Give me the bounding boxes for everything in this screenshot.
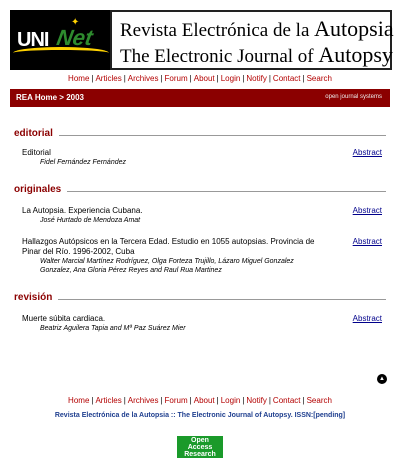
nav-contact[interactable]: Contact <box>272 396 301 405</box>
uninet-logo[interactable] <box>10 10 110 70</box>
logo-swoosh <box>13 47 109 59</box>
breadcrumb-bar <box>10 89 390 107</box>
ojs-label[interactable]: open journal systems <box>325 94 382 100</box>
section-label: revisión <box>14 292 58 303</box>
article-item <box>22 314 388 333</box>
nav-search[interactable]: Search <box>306 396 332 405</box>
nav-notify[interactable]: Notify <box>246 74 267 83</box>
nav-archives[interactable]: Archives <box>127 396 159 405</box>
footer-journal-text: Revista Electrónica de la Autopsia :: The Electronic Journal of Autopsy. ISSN:[pending] <box>54 412 346 419</box>
breadcrumb-home-link[interactable]: REA Home <box>16 93 58 102</box>
header-banner <box>10 10 392 70</box>
article-title: Editorial <box>22 148 51 157</box>
section-divider <box>14 299 386 300</box>
section-label: originales <box>14 184 67 195</box>
oa-line: Open <box>191 437 209 444</box>
section-revision-heading <box>14 292 386 306</box>
nav-forum[interactable]: Forum <box>164 396 188 405</box>
article-title: Hallazgos Autópsicos en la Tercera Edad. Estudio en 1055 autopsias. Provincia de Pinar del Río. 1996-2002, Cuba <box>22 237 315 256</box>
breadcrumb-current: 2003 <box>66 93 84 102</box>
nav-articles[interactable]: Articles <box>95 74 122 83</box>
nav-about[interactable]: About <box>193 74 215 83</box>
breadcrumb-arrow: > <box>59 93 64 102</box>
nav-home[interactable]: Home <box>68 74 90 83</box>
article-item <box>22 206 388 225</box>
nav-login[interactable]: Login <box>220 74 241 83</box>
article-item <box>22 148 388 167</box>
logo-net-text: Net <box>54 25 95 50</box>
abstract-link[interactable]: Abstract <box>352 314 382 323</box>
section-editorial-heading <box>14 128 386 142</box>
nav-about[interactable]: About <box>193 396 215 405</box>
star-icon: ✦ <box>71 17 80 28</box>
article-authors: José Hurtado de Mendoza Amat <box>40 217 141 224</box>
breadcrumb <box>16 93 84 102</box>
nav-contact[interactable]: Contact <box>272 74 301 83</box>
nav-login[interactable]: Login <box>220 396 241 405</box>
bottom-nav: Home | Articles | Archives | Forum | About | Login | Notify | Contact | Search <box>68 396 332 405</box>
article-authors: Fidel Fernández Fernández <box>40 159 126 166</box>
article-item <box>22 237 388 275</box>
nav-archives[interactable]: Archives <box>127 74 159 83</box>
journal-title-en: The Electronic Journal of Autopsy <box>120 42 393 67</box>
oa-line: Research <box>184 451 216 458</box>
logo-uni-text: UNI <box>17 29 49 51</box>
nav-articles[interactable]: Articles <box>95 396 122 405</box>
article-title: Muerte súbita cardiaca. <box>22 314 106 323</box>
arrow-up-circle-icon[interactable]: ▲ <box>377 374 387 384</box>
nav-notify[interactable]: Notify <box>246 396 267 405</box>
article-authors: Walter Marcial Martínez Rodríguez, Olga Forteza Trujillo, Lázaro Miguel Gonzalez Gonzalez, Ana Gloria Pérez Reyes and Raul Rua Martinez <box>40 258 294 274</box>
article-title: La Autopsia. Experiencia Cubana. <box>22 206 143 215</box>
abstract-link[interactable]: Abstract <box>352 148 382 157</box>
section-divider <box>14 135 386 136</box>
section-originales-heading <box>14 184 386 198</box>
journal-title-box <box>110 10 392 70</box>
open-access-research-logo[interactable] <box>177 436 223 458</box>
article-authors: Beatriz Aguilera Tapia and Mª Paz Suárez Mier <box>40 325 186 332</box>
oa-line: Access <box>187 444 213 451</box>
nav-home[interactable]: Home <box>68 396 90 405</box>
section-divider <box>14 191 386 192</box>
section-label: editorial <box>14 128 59 139</box>
nav-forum[interactable]: Forum <box>164 74 188 83</box>
journal-title-es: Revista Electrónica de la Autopsia <box>120 16 394 41</box>
abstract-link[interactable]: Abstract <box>352 237 382 246</box>
top-nav: Home | Articles | Archives | Forum | About | Login | Notify | Contact | Search <box>68 74 332 83</box>
nav-search[interactable]: Search <box>306 74 332 83</box>
abstract-link[interactable]: Abstract <box>352 206 382 215</box>
